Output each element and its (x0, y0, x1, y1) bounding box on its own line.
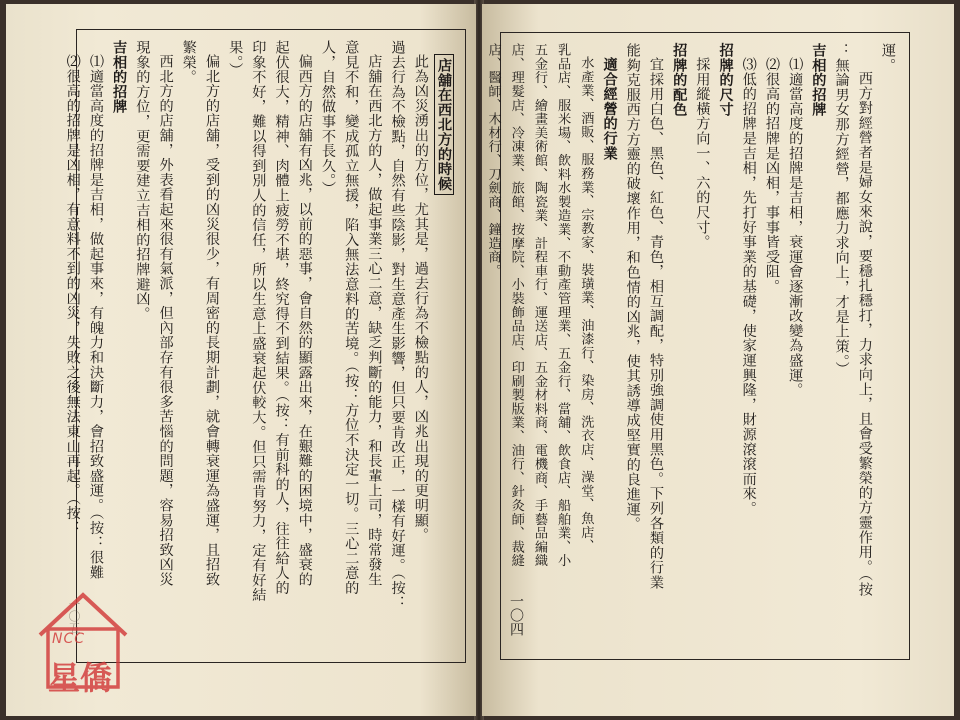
text-line: 能夠克服西方方靈的破壞作用，和色情的凶兆，使其誘導成堅實的良進運。 (624, 43, 641, 532)
text-line: ⑴適當高度的招牌是吉相，做起事來，有魄力和決斷力，會招致盛運。（按：很難 (87, 54, 104, 580)
boxed-heading: 店舖在西北方的時候 (434, 54, 454, 195)
text-line: 起伏很大，精神、肉體上疲勞不堪，終究得不到結果。（按：有前科的人，往往給人的 (273, 40, 290, 596)
text-line: 繁榮。 (180, 40, 197, 85)
text-line: 偏西方的店舖有凶兆，以前的惡事，會自然的顯露出來，在艱難的困境中，盛衰的 (296, 54, 313, 587)
text-line: 過去行為不檢點，自然有些陰影，對生意產生影響，但只要肯改正，一樣有好運。（按： (389, 40, 406, 611)
watermark-star-text: 星僑 (48, 659, 113, 697)
text-line: 偏北方的店舖，受到的凶災很少，有周密的長期計劃，就會轉衰運為盛運，且招致 (203, 54, 220, 587)
text-line: 此為凶災湧出的方位，尤其是，過去行為不檢點的人，凶兆出現的更明顯。 (412, 54, 429, 543)
page-number: 一〇四 (508, 594, 524, 636)
left-page (6, 4, 476, 716)
section-heading: 招牌的尺寸 (717, 43, 734, 117)
left-page-text (61, 30, 465, 672)
text-line: 店舖在西北方的人，做起事業三心二意，缺乏判斷的能力，和長輩上司，時常發生 (366, 54, 383, 587)
text-line: ⑴適當高度的招牌是吉相，衰運會逐漸改變為盛運。 (787, 57, 804, 398)
right-page-frame (485, 32, 910, 660)
text-line: 果。） (227, 40, 244, 78)
text-line: 店、理髮店、冷凍業、旅館、按摩院、小裝飾品店、印刷製版業、油行、針灸師、裁縫 (508, 43, 524, 568)
right-page-text (482, 33, 909, 669)
text-line: 宜採用白色、黑色、紅色、青色，相互調配，特別強調使用黑色。下列各類的行業 (647, 57, 664, 590)
section-heading: 吉相的招牌 (111, 40, 128, 114)
right-page (482, 4, 954, 716)
text-line: 乳品店、服米場、飲料水製造業、不動產管理業、五金行、當舖、飲食店、船舶業、小 (555, 43, 571, 568)
text-line: 意見不和，變成孤立無援，陷入無法意料的苦境。（按：方位不決定一切。三心二意的 (343, 40, 360, 596)
watermark-stamp (34, 589, 132, 697)
section-heading (432, 40, 455, 672)
text-line: ⑵很高的招牌是凶相，事事皆受阻。 (763, 57, 780, 294)
text-line: ⑵很高的招牌是凶相，有意料不到的凶災，失敗之後無法東山再起。（按： (64, 54, 81, 536)
text-line: 運。 (880, 43, 896, 73)
section-heading: 適合經營的行業 (601, 57, 618, 161)
text-line: 水產業、酒販、服務業、宗教家、裝璜業、油漆行、染房、洗衣店、澡堂、魚店、 (578, 56, 594, 553)
text-line: 五金行、繪畫美術館、陶瓷業、計程車行、運送店、五金材料商、電機商、手藝品編織 (531, 43, 547, 568)
text-line: 現象的方位，更需要建立吉相的招牌避凶。 (134, 40, 151, 322)
text-line: 印象不好，難以得到別人的信任，所以生意上盛衰起伏較大。但只需肯努力，定有好結 (250, 40, 267, 603)
text-line: 西方對經營者是婦女來說，要穩扎穩打，力求向上，且會受繁榮的方靈作用。（按 (856, 71, 873, 598)
watermark-ncc-text: NCC (52, 631, 86, 647)
text-line: ：無論男女那方經營，都應力求向上，才是上策。） (833, 43, 850, 377)
section-heading: 吉相的招牌 (810, 43, 827, 117)
page-number: 一〇五 (67, 598, 81, 634)
text-line: 店、醫師、木材行、刀劍商、鐘造商。 (485, 43, 501, 278)
text-line: ⑶低的招牌是吉相，先打好事業的基礎，使家運興隆，財源滾滾而來。 (740, 57, 757, 516)
text-line: 人，自然做事不長久。） (319, 40, 336, 196)
text-line: 西北方的店舖，外表看起來很有氣派，但內部存有很多苦惱的問題，容易招致凶災 (157, 54, 174, 587)
section-heading: 招牌的配色 (671, 43, 688, 117)
text-line: 採用縱橫方向一、六的尺寸。 (694, 57, 711, 250)
